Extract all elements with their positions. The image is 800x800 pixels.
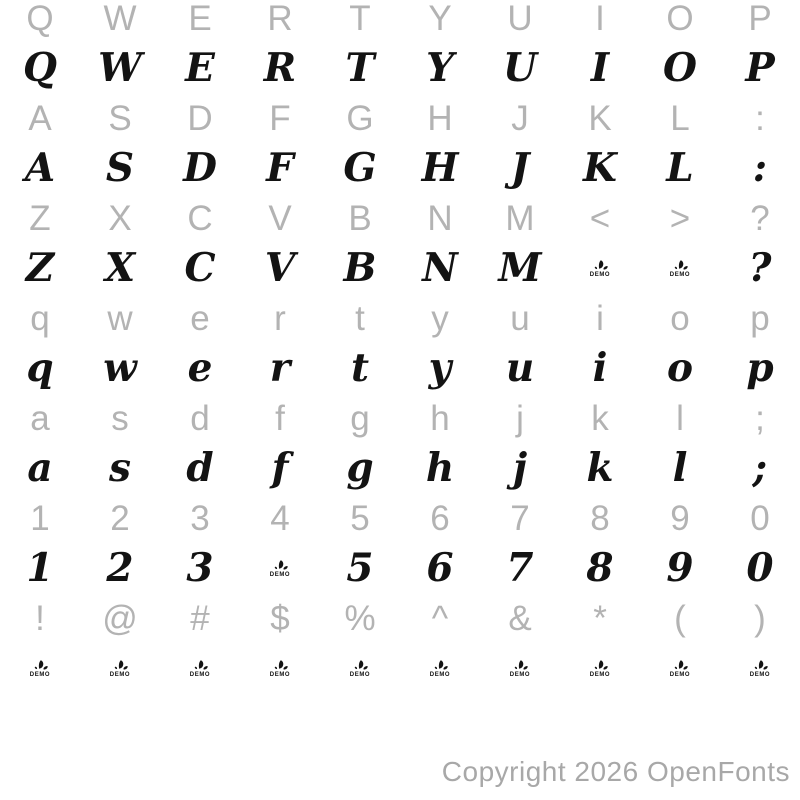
glyph-cell: 6 xyxy=(430,499,450,538)
glyph-cell: J xyxy=(510,145,530,191)
demo-placeholder xyxy=(30,660,50,678)
glyph-cell: B xyxy=(348,199,372,238)
glyph-cell: D xyxy=(183,145,217,191)
demo-placeholder xyxy=(110,660,130,678)
glyph-cell: k xyxy=(591,399,609,438)
glyph-cell: H xyxy=(421,145,459,191)
fleuron-sprout-icon xyxy=(432,660,448,671)
glyph-cell: ; xyxy=(755,399,765,438)
fleuron-sprout-icon xyxy=(592,260,608,271)
glyph-cell: Y xyxy=(426,45,454,91)
demo-placeholder-label: DEMO xyxy=(269,571,291,578)
glyph-cell: u xyxy=(510,299,530,338)
glyph-cell: ( xyxy=(674,599,686,638)
demo-placeholder-label: DEMO xyxy=(589,271,611,278)
demo-placeholder xyxy=(190,660,210,678)
reference-glyph-row xyxy=(0,0,800,42)
glyph-cell: R xyxy=(267,0,293,38)
glyph-cell: A xyxy=(28,99,52,138)
reference-glyph-row xyxy=(0,195,800,242)
glyph-cell: N xyxy=(422,245,458,291)
glyph-cell: W xyxy=(98,45,142,91)
glyph-cell: R xyxy=(263,45,297,91)
demo-placeholder xyxy=(750,660,770,678)
glyph-cell: C xyxy=(187,199,213,238)
demo-placeholder-label: DEMO xyxy=(429,671,451,678)
glyph-cell: K xyxy=(583,145,617,191)
glyph-cell: % xyxy=(344,599,376,638)
glyph-cell: F xyxy=(269,99,291,138)
glyph-cell: V xyxy=(268,199,292,238)
demo-placeholder xyxy=(670,660,690,678)
demo-placeholder-label: DEMO xyxy=(189,671,211,678)
glyph-cell: o xyxy=(670,299,690,338)
glyph-cell: 7 xyxy=(510,499,530,538)
glyph-cell: < xyxy=(589,199,611,238)
demo-placeholder-label: DEMO xyxy=(749,671,771,678)
fleuron-sprout-icon xyxy=(32,660,48,671)
demo-glyph-row xyxy=(0,342,800,395)
glyph-cell: Q xyxy=(26,0,54,38)
glyph-cell: ? xyxy=(750,199,770,238)
glyph-cell: S xyxy=(108,99,132,138)
glyph-cell: r xyxy=(274,299,286,338)
glyph-cell: K xyxy=(588,99,612,138)
glyph-cell: W xyxy=(103,0,137,38)
glyph-cell: f xyxy=(275,399,285,438)
fleuron-sprout-icon xyxy=(672,260,688,271)
glyph-cell: a xyxy=(27,445,53,491)
glyph-cell: S xyxy=(105,145,135,191)
fleuron-sprout-icon xyxy=(272,660,288,671)
glyph-cell: C xyxy=(184,245,216,291)
glyph-cell: L xyxy=(666,145,694,191)
glyph-cell: 4 xyxy=(270,499,290,538)
glyph-cell: t xyxy=(355,299,365,338)
demo-placeholder xyxy=(590,260,610,278)
glyph-cell: B xyxy=(343,245,377,291)
glyph-cell: q xyxy=(26,345,54,391)
demo-placeholder xyxy=(270,660,290,678)
demo-glyph-row xyxy=(0,42,800,95)
demo-placeholder-label: DEMO xyxy=(669,271,691,278)
glyph-cell: ) xyxy=(754,599,766,638)
glyph-cell: # xyxy=(190,599,210,638)
demo-placeholder xyxy=(510,660,530,678)
demo-placeholder xyxy=(670,260,690,278)
glyph-cell: A xyxy=(24,145,56,191)
glyph-cell: G xyxy=(346,99,374,138)
glyph-cell: d xyxy=(190,399,210,438)
demo-placeholder xyxy=(590,660,610,678)
glyph-cell: Z xyxy=(29,199,51,238)
glyph-cell: $ xyxy=(270,599,290,638)
glyph-cell: d xyxy=(186,445,214,491)
glyph-cell: p xyxy=(746,345,774,391)
glyph-cell: g xyxy=(350,399,370,438)
glyph-cell: : xyxy=(752,145,768,191)
glyph-cell: V xyxy=(264,245,296,291)
glyph-cell: Z xyxy=(25,245,55,291)
demo-placeholder xyxy=(270,560,290,578)
fleuron-sprout-icon xyxy=(272,560,288,571)
fleuron-sprout-icon xyxy=(112,660,128,671)
glyph-cell: 5 xyxy=(346,545,374,591)
glyph-cell: E xyxy=(188,0,212,38)
glyph-cell: u xyxy=(505,345,535,391)
glyph-cell: ! xyxy=(35,599,45,638)
glyph-cell: s xyxy=(111,399,129,438)
glyph-cell: 2 xyxy=(106,545,134,591)
glyph-cell: g xyxy=(346,445,374,491)
demo-glyph-row xyxy=(0,242,800,295)
demo-placeholder-label: DEMO xyxy=(349,671,371,678)
demo-placeholder-label: DEMO xyxy=(509,671,531,678)
glyph-cell: t xyxy=(350,345,369,391)
glyph-cell: l xyxy=(676,399,684,438)
glyph-cell: 1 xyxy=(26,545,54,591)
glyph-cell: 0 xyxy=(750,499,770,538)
glyph-cell: X xyxy=(104,245,136,291)
glyph-cell: F xyxy=(266,145,294,191)
reference-glyph-row xyxy=(0,495,800,542)
glyph-cell: r xyxy=(269,345,291,391)
glyph-cell: & xyxy=(508,599,532,638)
glyph-cell: U xyxy=(507,0,533,38)
glyph-cell: ; xyxy=(752,445,768,491)
glyph-cell: i xyxy=(592,345,608,391)
glyph-cell: 1 xyxy=(30,499,50,538)
demo-placeholder-label: DEMO xyxy=(269,671,291,678)
glyph-cell: O xyxy=(666,0,694,38)
glyph-cell: G xyxy=(343,145,377,191)
glyph-cell: O xyxy=(663,45,697,91)
reference-glyph-row xyxy=(0,95,800,142)
glyph-cell: Q xyxy=(23,45,57,91)
glyph-cell: y xyxy=(428,345,452,391)
glyph-cell: 8 xyxy=(590,499,610,538)
glyph-cell: L xyxy=(670,99,690,138)
demo-glyph-row xyxy=(0,542,800,595)
glyph-cell: I xyxy=(595,0,605,38)
glyph-cell: e xyxy=(190,299,210,338)
glyph-cell: 0 xyxy=(746,545,774,591)
glyph-cell: 8 xyxy=(586,545,614,591)
reference-glyph-row xyxy=(0,295,800,342)
glyph-cell: X xyxy=(108,199,132,238)
demo-placeholder-label: DEMO xyxy=(29,671,51,678)
glyph-cell: j xyxy=(516,399,524,438)
glyph-cell: E xyxy=(185,45,215,91)
glyph-cell: J xyxy=(511,99,529,138)
glyph-cell: N xyxy=(427,199,453,238)
demo-placeholder-label: DEMO xyxy=(669,671,691,678)
glyph-cell: y xyxy=(431,299,449,338)
glyph-cell: : xyxy=(755,99,765,138)
fleuron-sprout-icon xyxy=(752,660,768,671)
demo-placeholder-label: DEMO xyxy=(109,671,131,678)
glyph-cell: H xyxy=(427,99,453,138)
glyph-cell: w xyxy=(107,299,133,338)
glyph-cell: j xyxy=(512,445,528,491)
demo-placeholder xyxy=(430,660,450,678)
glyph-cell: P xyxy=(748,0,772,38)
glyph-cell: 6 xyxy=(426,545,454,591)
glyph-cell: o xyxy=(666,345,693,391)
glyph-cell: M xyxy=(505,199,535,238)
glyph-cell: e xyxy=(187,345,213,391)
glyph-cell: * xyxy=(593,599,607,638)
fleuron-sprout-icon xyxy=(592,660,608,671)
glyph-cell: k xyxy=(586,445,614,491)
glyph-cell: h xyxy=(425,445,455,491)
glyph-cell: @ xyxy=(102,599,138,638)
glyph-cell: q xyxy=(30,299,50,338)
glyph-cell: 3 xyxy=(186,545,214,591)
glyph-cell: 9 xyxy=(666,545,694,591)
glyph-cell: f xyxy=(271,445,289,491)
glyph-cell: ^ xyxy=(431,599,449,638)
glyph-cell: 5 xyxy=(350,499,370,538)
glyph-cell: 3 xyxy=(190,499,210,538)
demo-glyph-row xyxy=(0,142,800,195)
fleuron-sprout-icon xyxy=(352,660,368,671)
glyph-cell: s xyxy=(109,445,131,491)
glyph-cell: P xyxy=(745,45,775,91)
glyph-cell: M xyxy=(498,245,542,291)
glyph-cell: Y xyxy=(428,0,452,38)
copyright-text: Copyright 2026 OpenFonts xyxy=(441,756,790,787)
demo-glyph-row xyxy=(0,442,800,495)
reference-glyph-row xyxy=(0,595,800,642)
glyph-cell: T xyxy=(349,0,371,38)
glyph-cell: 9 xyxy=(670,499,690,538)
demo-glyph-row xyxy=(0,642,800,695)
glyph-cell: U xyxy=(502,45,537,91)
glyph-cell: p xyxy=(750,299,770,338)
reference-glyph-row xyxy=(0,395,800,442)
glyph-cell: a xyxy=(30,399,50,438)
glyph-cell: i xyxy=(596,299,604,338)
fleuron-sprout-icon xyxy=(672,660,688,671)
fleuron-sprout-icon xyxy=(512,660,528,671)
glyph-cell: 7 xyxy=(506,545,534,591)
glyph-cell: 2 xyxy=(110,499,130,538)
glyph-cell: ? xyxy=(748,245,772,291)
glyph-cell: l xyxy=(672,445,688,491)
fleuron-sprout-icon xyxy=(192,660,208,671)
glyph-cell: h xyxy=(430,399,450,438)
glyph-cell: w xyxy=(103,345,137,391)
glyph-cell: T xyxy=(345,45,375,91)
demo-placeholder xyxy=(350,660,370,678)
glyph-cell: I xyxy=(590,45,610,91)
glyph-cell: > xyxy=(669,199,691,238)
demo-placeholder-label: DEMO xyxy=(589,671,611,678)
glyph-cell: D xyxy=(187,99,213,138)
